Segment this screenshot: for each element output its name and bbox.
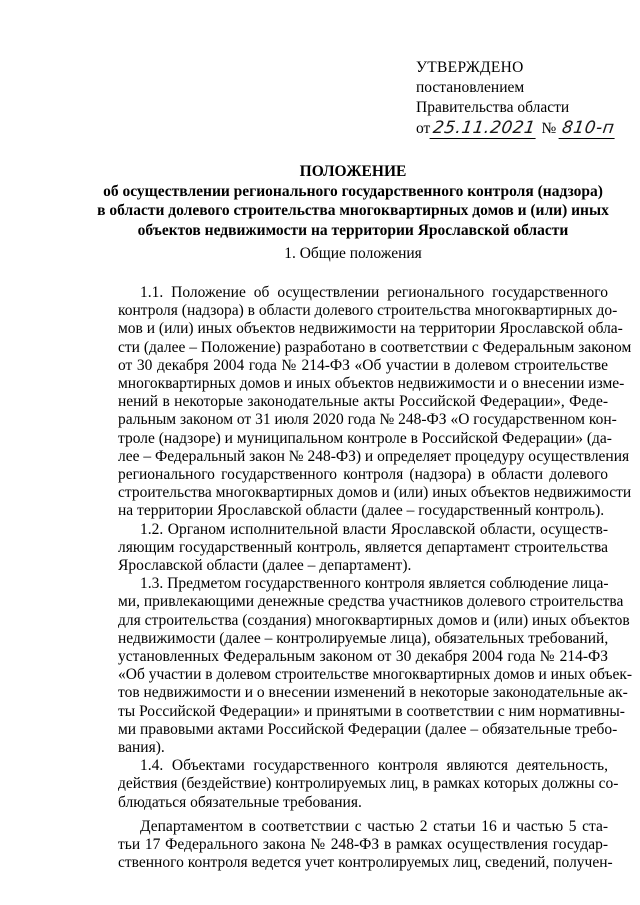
text-line: ты Российской Федерации» и принятыми в соответствии с ним нормативны-	[118, 702, 625, 720]
title-main: ПОЛОЖЕНИЕ	[299, 163, 407, 180]
date-prefix: от	[416, 120, 431, 137]
approval-date-number	[416, 118, 616, 139]
paragraph-1-2	[118, 521, 608, 576]
section-heading: 1. Общие положения	[284, 245, 422, 262]
number-prefix: №	[541, 120, 557, 137]
text-line: многоквартирных домов и иных объектов недвижимости и о внесении изме-	[118, 375, 625, 393]
text-line: троле (надзоре) и муниципальном контроле в Российской Федерации» (да-	[118, 429, 612, 447]
text-line: тьи 17 Федерального закона № 248-ФЗ в рамках осуществления государ-	[118, 836, 608, 854]
text-line: на территории Ярославской области (далее – государственный контроль).	[118, 502, 605, 520]
text-line: 1.1. Положение об осуществлении регионального государственного	[140, 284, 608, 301]
text-line: мов и (или) иных объектов недвижимости на территории Ярославской обла-	[118, 320, 623, 338]
text-line: ми правовыми актами Российской Федерации (далее – обязательные требо-	[118, 720, 618, 738]
text-line: действия (бездействие) контролируемых лиц, в рамках которых должны со-	[118, 775, 619, 793]
text-line: регионального государственного контроля (надзора) в области долевого	[118, 466, 608, 484]
text-line: блюдаться обязательные требования.	[118, 793, 362, 811]
text-line: 1.2. Органом исполнительной власти Ярославской области, осуществ-	[140, 520, 608, 538]
text-line: ральным законом от 31 июля 2020 года № 248-ФЗ «О государственном кон-	[118, 411, 617, 429]
paragraph-1-1	[118, 284, 632, 521]
body-text	[118, 284, 633, 873]
approval-stamp	[416, 58, 616, 139]
handwritten-date: 25.11.2021	[430, 118, 539, 139]
handwritten-number: 810-п	[559, 118, 618, 139]
text-line: контроля (надзора) в области долевого строительства многоквартирных до-	[118, 302, 618, 320]
text-line: 1.4. Объектами государственного контроля являются деятельность,	[140, 757, 608, 775]
text-line: Ярославской области (далее – департамент).	[118, 557, 412, 575]
paragraph-1-5	[118, 817, 613, 873]
text-line: «Об участии в долевом строительстве многоквартирных домов и иных объек-	[118, 666, 633, 684]
title-line-1: об осуществлении регионального государственного контроля (надзора)	[103, 182, 603, 200]
document-title	[88, 162, 618, 240]
text-line: строительства многоквартирных домов и (или) иных объектов недвижимости	[118, 484, 632, 502]
text-line: ляющим государственный контроль, является департамент строительства	[118, 538, 608, 556]
approval-line-2: Правительства области	[416, 99, 570, 116]
title-line-3: объектов недвижимости на территории Ярославской области	[137, 221, 569, 239]
approval-line-1: постановлением	[416, 79, 525, 96]
text-line: нений в некоторые законодательные акты Российской Федерации», Феде-	[118, 393, 608, 411]
text-line: Департаментом в соответствии с частью 2 статьи 16 и частью 5 ста-	[140, 817, 608, 835]
text-line: сти (далее – Положение) разработано в соответствии с Федеральным законом	[118, 338, 632, 356]
paragraph-1-3	[118, 575, 633, 757]
approval-heading: УТВЕРЖДЕНО	[416, 59, 524, 76]
text-line: для строительства (создания) многоквартирных домов и (или) иных объектов	[118, 611, 630, 629]
text-line: вания).	[118, 739, 165, 757]
text-line: ми, привлекающими денежные средства участников долевого строительства	[118, 593, 624, 611]
text-line: от 30 декабря 2004 года № 214-ФЗ «Об участии в долевом строительстве	[118, 356, 608, 374]
text-line: тов недвижимости и о внесении изменений в некоторые законодательные ак-	[118, 684, 628, 702]
text-line: лее – Федеральный закон № 248-ФЗ) и определяет процедуру осуществления	[118, 447, 630, 465]
text-line: 1.3. Предметом государственного контроля является соблюдение лица-	[140, 575, 609, 593]
text-line: ственного контроля ведется учет контролируемых лиц, сведений, получен-	[118, 854, 613, 872]
title-line-2: в области долевого строительства многоквартирных домов и (или) иных	[97, 202, 609, 219]
text-line: установленных Федеральным законом от 30 декабря 2004 года № 214-ФЗ	[118, 648, 608, 666]
text-line: недвижимости (далее – контролируемые лица), обязательных требований,	[118, 629, 609, 647]
paragraph-1-4	[118, 757, 619, 812]
